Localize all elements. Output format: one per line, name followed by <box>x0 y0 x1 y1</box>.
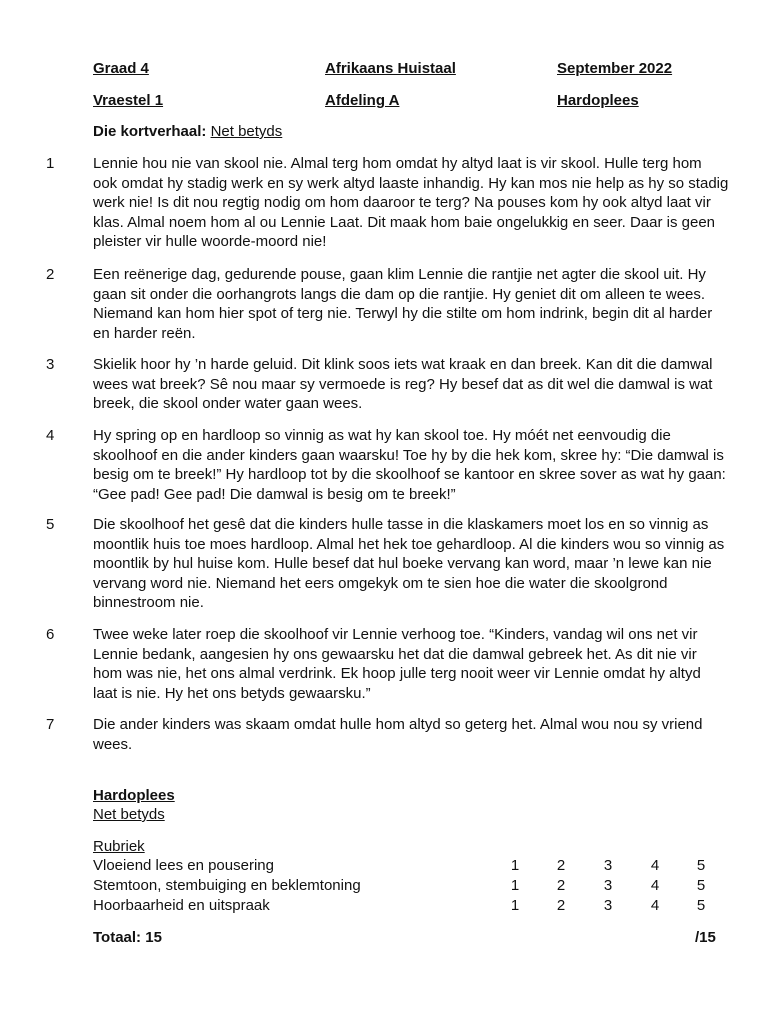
paragraph-text: Twee weke later roep die skoolhoof vir Lennie verhoog toe. “Kinders, vandag wil ons net vir Lennie bedank, aangesien hy ons gewaarsku het dat die damwal gebreek het. As dit nie vir hom was nie, het ons almal verdrink. Ek hoop julle terg nooit weer vir Lennie omdat hy altyd laat is nie. Hy het ons betyds gewaarsku.” <box>93 626 701 702</box>
rubric-score: 2 <box>556 897 566 914</box>
rubric-score: 3 <box>603 897 613 914</box>
assessment-subtitle: Net betyds <box>93 806 165 823</box>
rubric-row <box>93 876 733 896</box>
rubric-score: 1 <box>510 857 520 874</box>
rubric-row <box>93 856 733 876</box>
paragraph-number: 6 <box>46 626 55 643</box>
paragraph-number: 7 <box>46 716 55 733</box>
rubric-score: 4 <box>650 857 660 874</box>
rubric-score: 1 <box>510 877 520 894</box>
paragraph-number: 3 <box>46 356 55 373</box>
rubric-score: 4 <box>650 897 660 914</box>
paragraph-number: 5 <box>46 516 55 533</box>
story-title: Net betyds <box>210 123 283 140</box>
paragraph-text: Die skoolhoof het gesê dat die kinders hulle tasse in die klaskamers moet los en so vinnig as moontlik huis toe moes hardloop. Almal het hek toe gehardloop. Al die kinders wou so vinnig as moontlik by hul huise kom. Hulle besef dat hul boeke vervang kan word, maar ’n lewe kan nie vervang word nie. Niemand het eers omgekyk om te sien hoe die water die skoolgrond binnestroom nie. <box>93 516 725 612</box>
assessment-heading: Hardoplees <box>93 787 175 804</box>
rubric-criterion: Stemtoon, stembuiging en beklemtoning <box>93 877 361 894</box>
rubric-score: 5 <box>696 857 706 874</box>
grade-label: Graad 4 <box>93 60 149 77</box>
rubric-score: 1 <box>510 897 520 914</box>
total-label: Totaal: 15 <box>93 929 162 946</box>
paragraph-number: 4 <box>46 427 55 444</box>
paragraph-text: Die ander kinders was skaam omdat hulle hom altyd so geterg het. Almal wou nou sy vriend wees. <box>93 716 703 753</box>
total-max: /15 <box>695 929 716 946</box>
rubric-score: 3 <box>603 857 613 874</box>
rubric-label: Rubriek <box>93 838 145 855</box>
paragraph-number: 1 <box>46 155 55 172</box>
paragraph-text: Hy spring op en hardloop so vinnig as wat hy kan skool toe. Hy móét net eenvoudig die skoolhoof en die ander kinders gaan waarsku! Toe hy by die hek kom, skree hy: “Die damwal is besig om te breek!” Hy hardloop tot by die skoolhoof se kantoor en skree sover as wat hy gaan: “Gee pad! Gee pad! Die damwal is besig om te breek!” <box>93 427 726 503</box>
paragraph-number: 2 <box>46 266 55 283</box>
rubric-score: 2 <box>556 877 566 894</box>
paper-label: Vraestel 1 <box>93 92 164 109</box>
rubric-criterion: Hoorbaarheid en uitspraak <box>93 897 270 914</box>
rubric-score: 4 <box>650 877 660 894</box>
paragraph-text: Lennie hou nie van skool nie. Almal terg hom omdat hy altyd laat is vir skool. Hulle terg hom ook omdat hy stadig werk en sy werk altyd laaste inhandig. Hy kan mos nie help as hy so stadig werk nie! Is dit nou regtig nodig om hom daaroor te terg? Na pouses kom hy ook altyd laat vir klas. Almal noem hom al ou Lennie Laat. Dit maak hom baie ongelukkig en seer. Daar is geen pleister vir hulle woorde-moord nie! <box>93 155 729 251</box>
date-label: September 2022 <box>557 60 673 77</box>
story-title-line <box>93 122 282 142</box>
paragraph-text: Een reënerige dag, gedurende pouse, gaan klim Lennie die rantjie net agter die skool uit. Hy gaan sit onder die oorhangrots langs die dam op die rantjie. Hy geniet dit om alleen te wees. Niemand kan hom hier spot of terg nie. Terwyl hy die stilte om hom indrink, begin dit al harder en harder reën. <box>93 266 713 342</box>
paragraph-text: Skielik hoor hy ’n harde geluid. Dit klink soos iets wat kraak en dan breek. Kan dit die damwal wees wat breek? Sê nou maar sy vermoede is reg? Hy besef dat as dit wel die damwal is wat breek, die skool onder water gaan wees. <box>93 356 713 413</box>
story-label: Die kortverhaal: <box>93 123 207 140</box>
rubric-row <box>93 896 733 916</box>
rubric-criterion: Vloeiend lees en pousering <box>93 857 274 874</box>
rubric-score: 3 <box>603 877 613 894</box>
section-label: Afdeling A <box>325 92 400 109</box>
rubric-score: 5 <box>696 877 706 894</box>
activity-label: Hardoplees <box>557 92 639 109</box>
rubric-score: 5 <box>696 897 706 914</box>
rubric-score: 2 <box>556 857 566 874</box>
subject-label: Afrikaans Huistaal <box>325 60 456 77</box>
